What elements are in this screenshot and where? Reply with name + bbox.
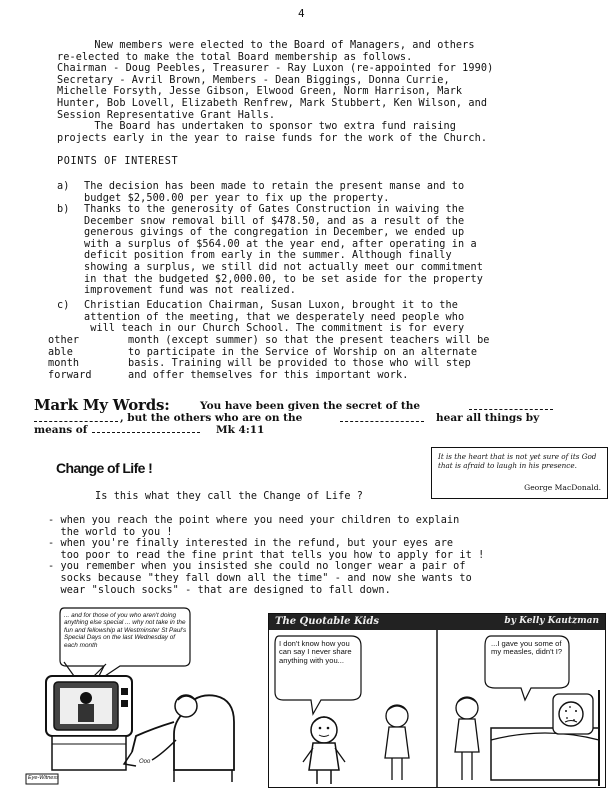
board-line: Michelle Forsyth, Jesse Gibson, Elwood Green, Norm Harrison, Mark — [57, 86, 463, 98]
point-b-line: deficit position from early in the summer. Although finally — [84, 250, 452, 262]
point-c-right-line: month (except summer) so that the present teachers will be — [128, 335, 490, 346]
point-a-line: The decision has been made to retain the present manse and to — [84, 181, 465, 192]
quote-box — [431, 447, 608, 499]
point-c-left-word: other — [48, 335, 80, 346]
quote-text: It is the heart that is not yet sure of its God that is afraid to laugh in his presence. — [438, 452, 597, 470]
point-b-line: generous givings of the congregation in December, we ended up — [84, 227, 465, 239]
tv-cartoon-label: Ooo — [139, 759, 151, 765]
comic-balloon-2: ...I gave you some of my measles, didn't I? — [491, 639, 563, 657]
list-item-line: - when you reach the point where you need your children to explain — [48, 515, 460, 526]
board-line: Hunter, Bob Lovell, Elizabeth Renfrew, Mark Stubbert, Ken Wilson, and — [57, 97, 488, 109]
mmw-ref: Mk 4:11 — [216, 424, 265, 436]
list-item-line: - you remember when you insisted she could no longer wear a pair of — [48, 561, 466, 573]
list-item-line: - when you're finally interested in the refund, but your eyes are — [48, 538, 454, 550]
mmw-blank — [469, 400, 553, 410]
point-c-left-word: month — [48, 358, 80, 370]
point-c-line: will teach in our Church School. The commitment is for every — [84, 323, 465, 335]
change-of-life-list — [48, 515, 484, 596]
point-b-line: improvement fund was not realized. — [84, 285, 296, 297]
list-item-line: socks because "they fall down all the time" - and now she wants to — [48, 572, 472, 584]
mmw-text-3: hear all things by — [436, 412, 540, 424]
quote-author: George MacDonald. — [524, 483, 601, 492]
list-item-line: the world to you ! — [48, 526, 173, 538]
board-line: The Board has undertaken to sponsor two extra fund raising — [57, 121, 456, 133]
mark-my-words — [34, 396, 604, 436]
point-c-right-line: and offer themselves for this important work. — [128, 369, 409, 381]
comic-strip-author: by Kelly Kautzman — [504, 616, 599, 626]
point-c-line: attention of the meeting, that we desperately need people who — [84, 311, 465, 323]
point-a-line: budget $2,500.00 per year to fix up the property. — [84, 192, 390, 204]
points-heading: POINTS OF INTEREST — [57, 156, 179, 167]
board-line: Session Representative Grant Halls. — [57, 109, 276, 121]
page-number: 4 — [298, 7, 305, 20]
list-item-line: too poor to read the fine print that tells you how to apply for it ! — [48, 549, 485, 561]
point-c-line: Christian Education Chairman, Susan Luxon, brought it to the — [84, 300, 459, 311]
comic-strip — [268, 613, 606, 788]
list-item-line: wear "slouch socks" - that are designed to fall down. — [48, 584, 391, 596]
mmw-blank — [340, 412, 424, 422]
board-line: New members were elected to the Board of Managers, and others — [57, 40, 475, 51]
board-paragraph — [57, 40, 493, 144]
tv-cartoon — [24, 604, 260, 786]
mmw-text-4: means of — [34, 424, 88, 436]
point-c-label: c) — [57, 300, 70, 311]
point-a-label: a) — [57, 181, 70, 192]
change-of-life-title: Change of Life ! — [56, 460, 153, 476]
point-b-line: with a surplus of $564.00 at the year end, after operating in a — [84, 238, 477, 250]
mmw-text-1: You have been given the secret of the — [200, 400, 421, 412]
point-b-line: Thanks to the generosity of Gates Construction in waiving the — [84, 204, 465, 215]
comic-balloon-1: I don't know how you can say I never share anything with you... — [279, 639, 352, 665]
point-b-line: December snow removal bill of $478.50, and as a result of the — [84, 215, 465, 227]
board-line: projects early in the year to raise funds for the work of the Church. — [57, 132, 488, 144]
point-b-label: b) — [57, 204, 70, 215]
comic-strip-title: The Quotable Kids — [275, 616, 380, 627]
board-line: re-elected to make the total Board membership as follows. — [57, 51, 413, 63]
board-line: Secretary - Avril Brown, Members - Dean Biggings, Donna Currie, — [57, 74, 450, 86]
point-c-right-line: basis. Training will be provided to those who will step — [128, 358, 471, 370]
mmw-blank — [92, 423, 200, 433]
tv-cartoon-caption: ... and for those of you who aren't doing anything else special ... why not take in the fun and fellowship at Westminster St Paul's Special Days on the last Wednesday of each month — [64, 612, 187, 649]
point-c-left-word: able — [48, 346, 73, 358]
tv-cartoon-signature: Eye-Witness — [28, 775, 59, 781]
point-b-line: showing a surplus, we still did not actually meet our commitment — [84, 261, 483, 273]
mmw-blank — [34, 412, 118, 422]
change-of-life-question: Is this what they call the Change of Life ? — [95, 491, 364, 502]
mmw-text-2: , but the others who are on the — [120, 412, 303, 424]
point-c-left-word: forward — [48, 369, 92, 381]
point-b-line: in that the budgeted $2,000.00, to be set aside for the property — [84, 273, 483, 285]
board-line: Chairman - Doug Peebles, Treasurer - Ray Luxon (re-appointed for 1990) — [57, 63, 494, 75]
mmw-title: Mark My Words: — [34, 396, 170, 414]
point-c-right-line: to participate in the Service of Worship on an alternate — [128, 346, 478, 358]
comic-strip-header — [269, 614, 605, 630]
